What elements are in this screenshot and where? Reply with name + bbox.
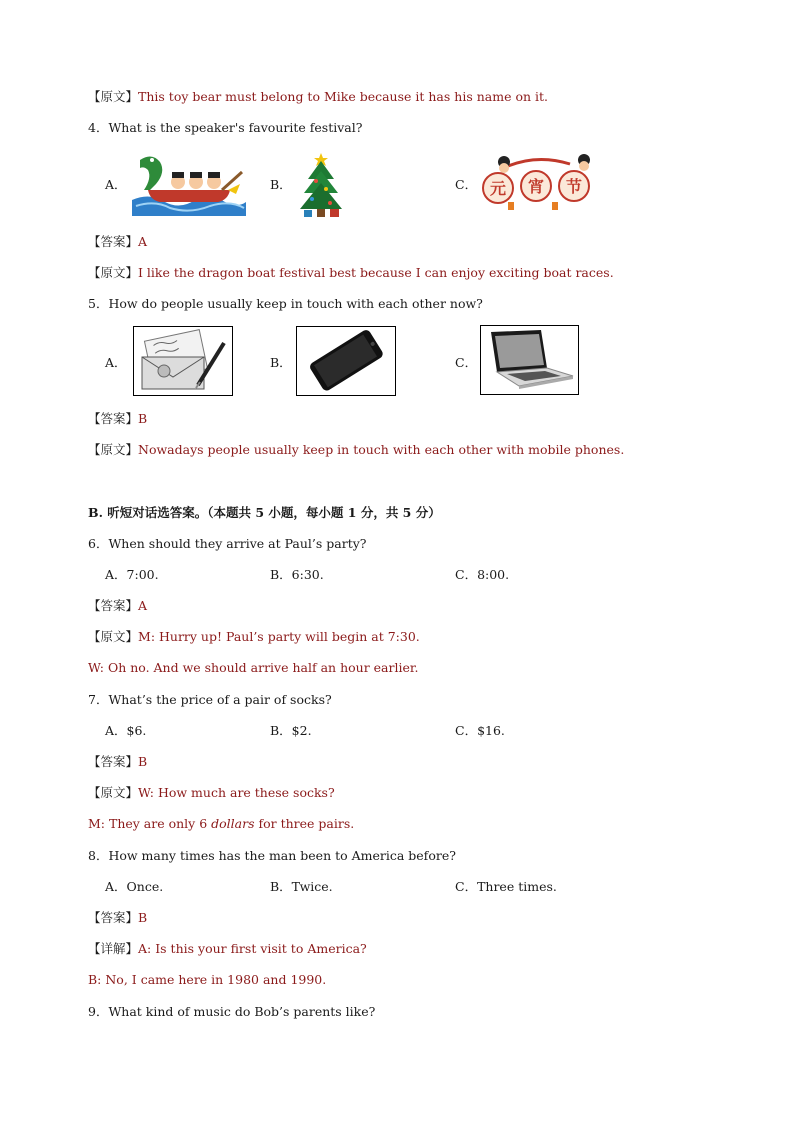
transcript-tag: 【原文】 <box>88 785 139 800</box>
transcript-tag: 【原文】 <box>88 265 139 280</box>
q6-question: 6．When should they arrive at Paul’s party? <box>88 536 367 551</box>
section-b-heading: B. 听短对话选答案。（本题共 5 小题，每小题 1 分，共 5 分） <box>88 505 441 520</box>
lantern-festival-icon <box>478 152 596 212</box>
transcript-text: Nowadays people usually keep in touch with each other with mobile phones. <box>138 442 625 457</box>
letter-pen-icon <box>133 326 233 396</box>
q8-option-c: C．Three times. <box>455 879 557 894</box>
q5-transcript <box>88 442 624 458</box>
transcript-text: This toy bear must belong to Mike because it has his name on it. <box>138 89 548 104</box>
dragon-boat-icon <box>130 150 248 216</box>
q3-transcript <box>88 89 548 105</box>
answer-value: B <box>138 754 148 769</box>
christmas-tree-icon <box>296 151 346 219</box>
q5-option-a-label: A． <box>105 355 127 370</box>
answer-tag: 【答案】 <box>88 411 139 426</box>
transcript-tag: 【原文】 <box>88 629 139 644</box>
q5-option-c-label: C． <box>455 355 478 370</box>
line-emphasis: dollars <box>211 816 255 831</box>
q7-answer <box>88 754 147 770</box>
q7-option-b: B．$2. <box>270 723 312 738</box>
q8-option-b: B．Twice. <box>270 879 333 894</box>
q4-answer <box>88 234 147 250</box>
q4-option-a-label: A． <box>105 177 127 192</box>
q4-transcript <box>88 265 614 281</box>
transcript-line: W: How much are these socks? <box>138 785 335 800</box>
detail-tag: 【详解】 <box>88 941 139 956</box>
q6-option-a: A．7:00. <box>105 567 159 582</box>
transcript-tag: 【原文】 <box>88 442 139 457</box>
detail-line: A: Is this your first visit to America? <box>138 941 367 956</box>
answer-value: A <box>138 598 148 613</box>
svg-text:元: 元 <box>489 179 507 198</box>
q8-question: 8．How many times has the man been to America before? <box>88 848 456 863</box>
answer-value: B <box>138 411 148 426</box>
answer-tag: 【答案】 <box>88 598 139 613</box>
mobile-phone-icon <box>296 326 396 396</box>
q6-answer <box>88 598 147 614</box>
laptop-icon <box>480 325 579 395</box>
q6-option-c: C．8:00. <box>455 567 510 582</box>
q9-question: 9．What kind of music do Bob’s parents like? <box>88 1004 376 1019</box>
transcript-line: M: Hurry up! Paul’s party will begin at 7:30. <box>138 629 420 644</box>
answer-value: B <box>138 910 148 925</box>
q8-detail-line-2: B: No, I came here in 1980 and 1990. <box>88 972 327 987</box>
answer-tag: 【答案】 <box>88 910 139 925</box>
q7-question: 7．What’s the price of a pair of socks? <box>88 692 332 707</box>
svg-text:宵: 宵 <box>527 177 545 196</box>
transcript-text: I like the dragon boat festival best because I can enjoy exciting boat races. <box>138 265 614 280</box>
q6-option-b: B．6:30. <box>270 567 324 582</box>
q4-option-c-label: C． <box>455 177 478 192</box>
line-part: M: They are only 6 <box>88 816 212 831</box>
q8-detail <box>88 941 367 957</box>
q6-transcript <box>88 629 420 645</box>
q8-option-a: A．Once. <box>105 879 164 894</box>
q5-question: 5．How do people usually keep in touch with each other now? <box>88 296 483 311</box>
q7-transcript-line-2 <box>88 816 354 832</box>
answer-value: A <box>138 234 148 249</box>
q7-transcript <box>88 785 335 801</box>
q7-option-c: C．$16. <box>455 723 505 738</box>
q6-transcript-line-2: W: Oh no. And we should arrive half an hour earlier. <box>88 660 419 675</box>
answer-tag: 【答案】 <box>88 234 139 249</box>
svg-text:节: 节 <box>565 177 583 196</box>
q7-option-a: A．$6. <box>105 723 147 738</box>
line-part: for three pairs. <box>254 816 355 831</box>
q5-option-b-label: B． <box>270 355 292 370</box>
q4-option-b-label: B． <box>270 177 292 192</box>
answer-tag: 【答案】 <box>88 754 139 769</box>
q4-question: 4．What is the speaker's favourite festival? <box>88 120 363 135</box>
q5-answer <box>88 411 147 427</box>
transcript-tag: 【原文】 <box>88 89 139 104</box>
q8-answer <box>88 910 147 926</box>
